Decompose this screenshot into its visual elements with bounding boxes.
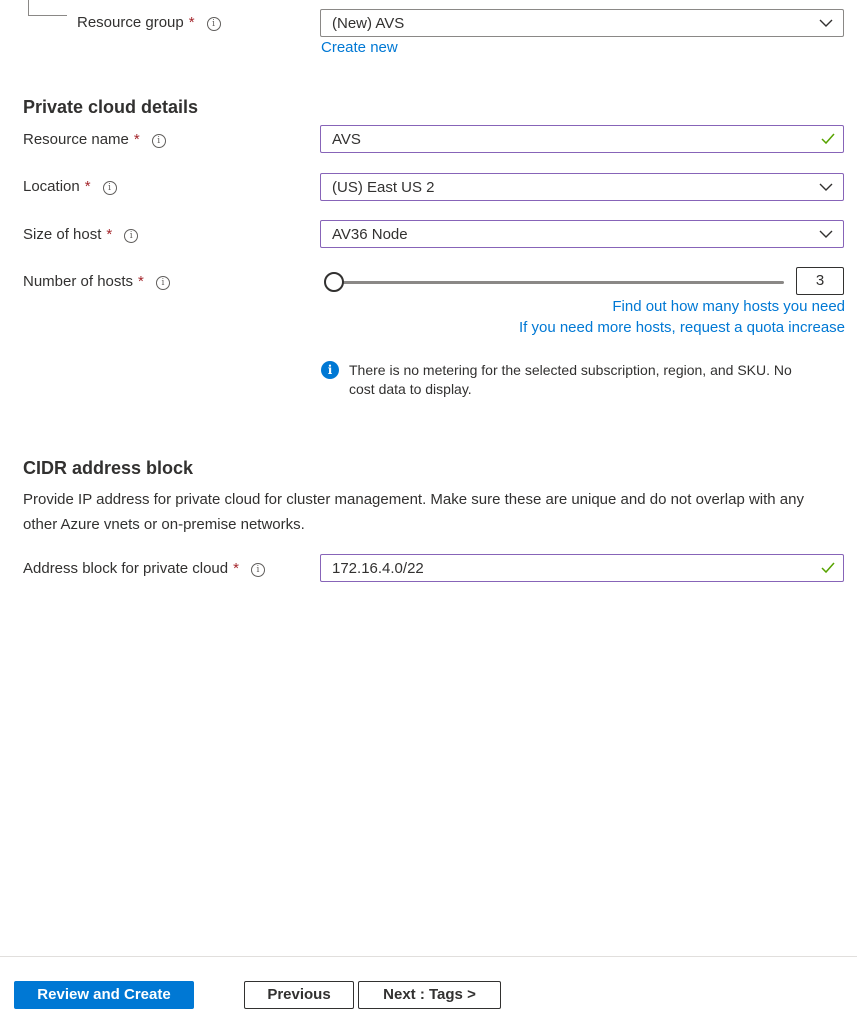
checkmark-icon bbox=[821, 562, 835, 574]
size-of-host-value: AV36 Node bbox=[332, 226, 408, 243]
required-marker: * bbox=[138, 273, 144, 290]
previous-button[interactable]: Previous bbox=[244, 981, 354, 1009]
required-marker: * bbox=[233, 560, 239, 577]
required-marker: * bbox=[106, 226, 113, 243]
resource-name-label-row bbox=[23, 131, 166, 148]
location-dropdown[interactable] bbox=[320, 173, 844, 201]
size-of-host-dropdown[interactable] bbox=[320, 220, 844, 248]
info-icon[interactable]: i bbox=[152, 134, 166, 148]
address-block-value: 172.16.4.0/22 bbox=[332, 560, 424, 577]
resource-group-label: Resource group bbox=[77, 14, 184, 31]
chevron-down-icon bbox=[819, 182, 833, 192]
resource-group-label-row bbox=[77, 14, 221, 31]
size-of-host-label: Size of host bbox=[23, 226, 102, 243]
resource-name-label: Resource name bbox=[23, 131, 129, 148]
number-of-hosts-label: Number of hosts bbox=[23, 273, 134, 290]
address-block-label: Address block for private cloud bbox=[23, 560, 229, 577]
tree-connector-line bbox=[28, 0, 67, 16]
cidr-heading: CIDR address block bbox=[23, 458, 194, 478]
checkmark-icon bbox=[821, 133, 835, 145]
chevron-down-icon bbox=[819, 229, 833, 239]
required-marker: * bbox=[188, 14, 195, 31]
info-icon[interactable]: i bbox=[103, 181, 117, 195]
resource-group-value: (New) AVS bbox=[332, 15, 405, 32]
number-of-hosts-label-row bbox=[23, 273, 170, 290]
private-cloud-heading: Private cloud details bbox=[23, 97, 199, 117]
location-label: Location bbox=[23, 178, 80, 195]
info-icon[interactable]: i bbox=[207, 17, 221, 31]
hosts-slider-thumb[interactable] bbox=[324, 272, 344, 292]
address-block-label-row bbox=[23, 560, 265, 577]
info-icon[interactable]: i bbox=[124, 229, 138, 243]
size-of-host-label-row bbox=[23, 226, 138, 243]
cidr-description: Provide IP address for private cloud for cluster management. Make sure these are unique and do not overlap with any other Azure vnets or on-premise networks. bbox=[23, 491, 804, 533]
create-new-link[interactable]: Create new bbox=[321, 39, 398, 56]
location-label-row bbox=[23, 178, 117, 195]
required-marker: * bbox=[133, 131, 140, 148]
chevron-down-icon bbox=[819, 18, 833, 28]
info-icon[interactable]: i bbox=[156, 276, 170, 290]
location-value: (US) East US 2 bbox=[332, 179, 435, 196]
find-hosts-link[interactable]: Find out how many hosts you need bbox=[612, 298, 845, 315]
number-of-hosts-input[interactable]: 3 bbox=[796, 267, 844, 295]
info-icon[interactable]: i bbox=[251, 563, 265, 577]
hosts-slider-track[interactable] bbox=[334, 281, 784, 284]
address-block-input[interactable] bbox=[320, 554, 844, 582]
metering-notice: There is no metering for the selected subscription, region, and SKU. No cost data to display. bbox=[349, 362, 792, 397]
resource-name-input[interactable] bbox=[320, 125, 844, 153]
resource-name-value: AVS bbox=[332, 131, 361, 148]
required-marker: * bbox=[84, 178, 91, 195]
next-tags-button[interactable]: Next : Tags > bbox=[358, 981, 501, 1009]
review-and-create-button[interactable]: Review and Create bbox=[14, 981, 194, 1009]
info-icon: i bbox=[321, 361, 339, 379]
quota-increase-link[interactable]: If you need more hosts, request a quota increase bbox=[518, 319, 845, 336]
resource-group-dropdown[interactable] bbox=[320, 9, 844, 37]
